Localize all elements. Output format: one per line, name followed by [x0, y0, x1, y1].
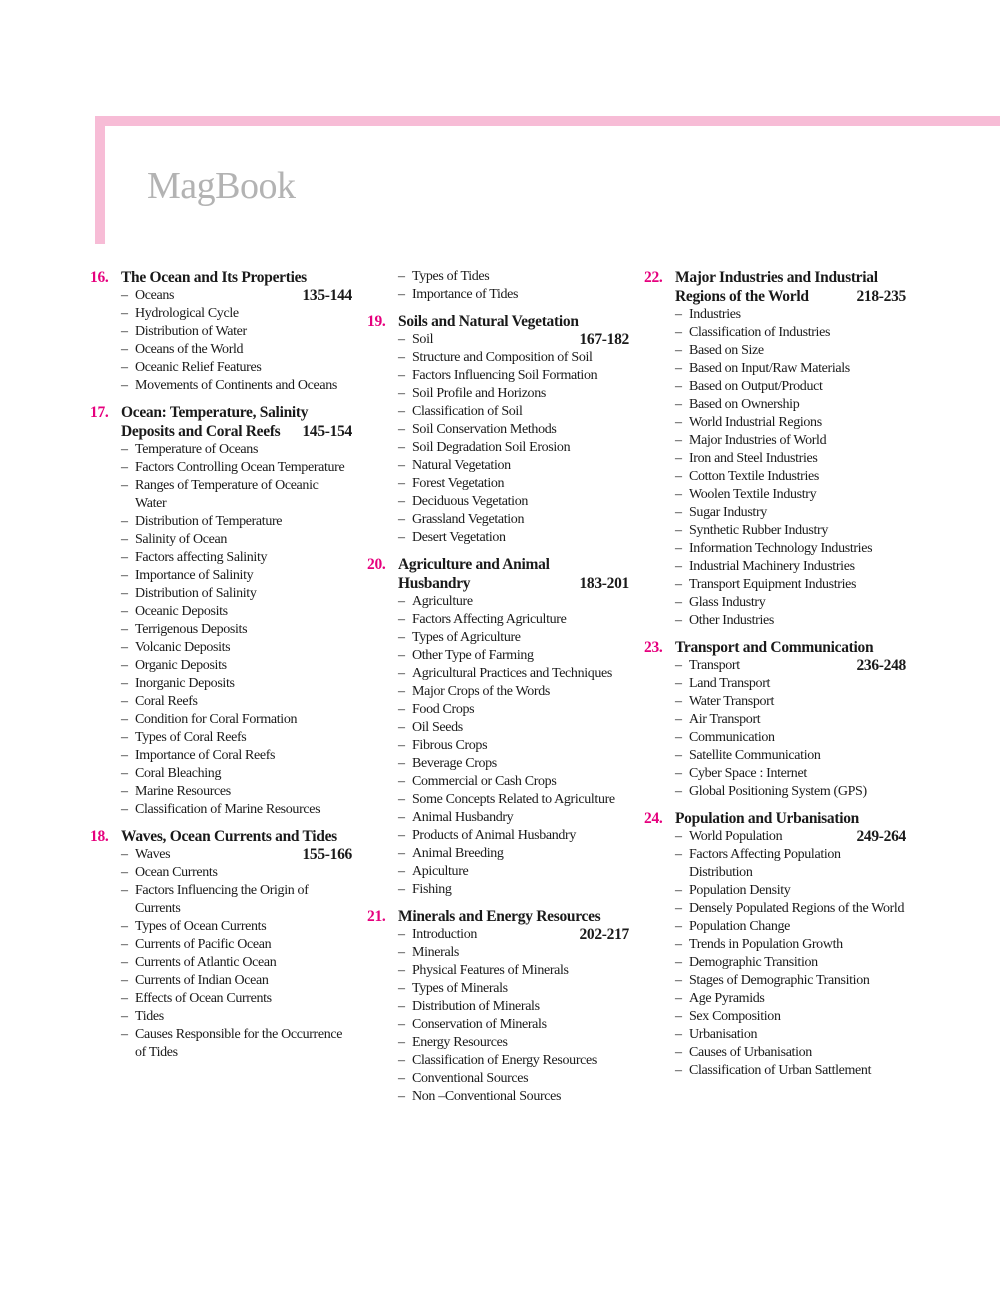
toc-item[interactable]: – Industries [675, 306, 906, 324]
toc-item[interactable]: – Physical Features of Minerals [398, 962, 629, 980]
toc-item[interactable]: – Satellite Communication [675, 747, 906, 765]
toc-item[interactable]: – Fibrous Crops [398, 737, 629, 755]
toc-column-2 [367, 268, 629, 1114]
chapter-title-line: Transport and Communication [675, 639, 874, 656]
toc-item[interactable]: – Types of Ocean Currents [121, 918, 352, 936]
toc-item[interactable]: – Sex Composition [675, 1008, 906, 1026]
toc-item[interactable]: – Factors Affecting Population Distribution [675, 846, 906, 882]
brand-title: MagBook [147, 165, 296, 207]
toc-item[interactable]: – Oceanic Deposits [121, 603, 352, 621]
chapter-heading[interactable] [90, 268, 352, 287]
chapter-heading[interactable] [90, 827, 352, 846]
toc-item[interactable]: – Minerals [398, 944, 629, 962]
toc-item[interactable]: – Inorganic Deposits [121, 675, 352, 693]
decorative-frame-top [95, 116, 1000, 126]
toc-item[interactable]: – Based on Ownership [675, 396, 906, 414]
toc-item[interactable]: – Distribution of Salinity [121, 585, 352, 603]
chapter-heading[interactable] [644, 809, 906, 828]
chapter-title-line: Husbandry [398, 575, 471, 592]
chapter-19 [367, 312, 629, 547]
chapter-heading[interactable] [367, 907, 629, 926]
decorative-frame-left [95, 116, 105, 244]
chapter-number: 21. [367, 908, 386, 925]
toc-item[interactable]: – Energy Resources [398, 1034, 629, 1052]
toc-item[interactable]: – Hydrological Cycle [121, 305, 352, 323]
toc-item[interactable] [675, 657, 906, 675]
toc-item[interactable]: – Cotton Textile Industries [675, 468, 906, 486]
chapter-title-line: Major Industries and Industrial [675, 269, 878, 286]
toc-item[interactable]: – Types of Agriculture [398, 629, 629, 647]
toc-item[interactable]: – Glass Industry [675, 594, 906, 612]
chapter-number: 20. [367, 556, 386, 573]
toc-item[interactable]: – Conventional Sources [398, 1070, 629, 1088]
toc-item[interactable]: – Factors Affecting Agriculture [398, 611, 629, 629]
toc-item[interactable]: – Factors affecting Salinity [121, 549, 352, 567]
toc-item[interactable]: – Ranges of Temperature of Oceanic Water [121, 477, 352, 513]
toc-item[interactable]: – Movements of Continents and Oceans [121, 377, 352, 395]
toc-item[interactable]: – Based on Output/Product [675, 378, 906, 396]
chapter-title-line: Population and Urbanisation [675, 810, 859, 827]
toc-item[interactable]: – Currents of Atlantic Ocean [121, 954, 352, 972]
chapter-title [398, 312, 629, 331]
page-range: 145-154 [302, 423, 352, 440]
page-range: 155-166 [302, 846, 352, 863]
toc-item[interactable]: – Classification of Soil [398, 403, 629, 421]
chapter-20 [367, 555, 629, 899]
chapter-23 [644, 638, 906, 801]
toc-item[interactable]: – Synthetic Rubber Industry [675, 522, 906, 540]
chapter-title-line: Ocean: Temperature, Salinity [121, 404, 309, 421]
toc-item-label: – Oceans [135, 288, 175, 303]
chapter-title-line: Minerals and Energy Resources [398, 908, 601, 925]
chapter-title [675, 268, 906, 306]
toc-item[interactable]: – Oil Seeds [398, 719, 629, 737]
toc-item[interactable]: – Some Concepts Related to Agriculture [398, 791, 629, 809]
chapter-18 [90, 827, 352, 1062]
toc-item[interactable]: – Importance of Coral Reefs [121, 747, 352, 765]
toc-item[interactable]: – Ocean Currents [121, 864, 352, 882]
toc-item[interactable]: – Currents of Indian Ocean [121, 972, 352, 990]
toc-item[interactable]: – Air Transport [675, 711, 906, 729]
toc-item[interactable]: – Desert Vegetation [398, 529, 629, 547]
toc-item[interactable]: – Based on Size [675, 342, 906, 360]
toc-item-label: – Transport [689, 658, 740, 673]
toc-item[interactable]: – Population Density [675, 882, 906, 900]
toc-item[interactable]: – Volcanic Deposits [121, 639, 352, 657]
toc-item[interactable]: – Condition for Coral Formation [121, 711, 352, 729]
toc-column-3 [644, 268, 906, 1088]
toc-item[interactable]: – Types of Minerals [398, 980, 629, 998]
chapter-title-line: Soils and Natural Vegetation [398, 313, 579, 330]
toc-item[interactable]: – Soil Conservation Methods [398, 421, 629, 439]
page-range: 218-235 [856, 288, 906, 305]
toc-item[interactable] [121, 846, 352, 864]
toc-item[interactable]: – Causes Responsible for the Occurrence of Tides [121, 1026, 352, 1062]
toc-item[interactable]: – Agricultural Practices and Techniques [398, 665, 629, 683]
toc-item[interactable]: – Industrial Machinery Industries [675, 558, 906, 576]
toc-item[interactable]: – Major Industries of World [675, 432, 906, 450]
toc-item[interactable]: – Non –Conventional Sources [398, 1088, 629, 1106]
chapter-number: 23. [644, 639, 663, 656]
chapter-17 [90, 403, 352, 819]
toc-item[interactable]: – Urbanisation [675, 1026, 906, 1044]
toc-item[interactable]: – Based on Input/Raw Materials [675, 360, 906, 378]
chapter-heading[interactable] [644, 268, 906, 306]
toc-item[interactable]: – Classification of Urban Sattlement [675, 1062, 906, 1080]
chapter-heading[interactable] [367, 555, 629, 593]
toc-item[interactable]: – Coral Reefs [121, 693, 352, 711]
toc-item[interactable]: – Commercial or Cash Crops [398, 773, 629, 791]
toc-item[interactable]: – Apiculture [398, 863, 629, 881]
toc-item[interactable]: – Stages of Demographic Transition [675, 972, 906, 990]
toc-item[interactable]: – Classification of Energy Resources [398, 1052, 629, 1070]
toc-item[interactable]: – Types of Tides [398, 268, 629, 286]
toc-item[interactable]: – Tides [121, 1008, 352, 1026]
page-range: 183-201 [579, 575, 629, 592]
toc-item[interactable] [121, 287, 352, 305]
toc-item[interactable]: – Distribution of Minerals [398, 998, 629, 1016]
toc-item[interactable]: – Distribution of Temperature [121, 513, 352, 531]
page-range: 202-217 [579, 926, 629, 943]
chapter-title-line: Regions of the World [675, 288, 809, 305]
toc-item[interactable]: – Forest Vegetation [398, 475, 629, 493]
chapter-number: 16. [90, 269, 109, 286]
toc-item[interactable]: – Salinity of Ocean [121, 531, 352, 549]
toc-item[interactable]: – Food Crops [398, 701, 629, 719]
chapter-title [675, 638, 906, 657]
toc-item[interactable]: – Information Technology Industries [675, 540, 906, 558]
chapter-heading[interactable] [644, 638, 906, 657]
toc-item[interactable]: – Sugar Industry [675, 504, 906, 522]
toc-item[interactable]: – Cyber Space : Internet [675, 765, 906, 783]
chapter-number: 18. [90, 828, 109, 845]
toc-item[interactable] [675, 828, 906, 846]
toc-item[interactable]: – Animal Breeding [398, 845, 629, 863]
toc-item[interactable]: – Age Pyramids [675, 990, 906, 1008]
chapter-24 [644, 809, 906, 1080]
toc-item[interactable]: – Beverage Crops [398, 755, 629, 773]
chapter-number: 22. [644, 269, 663, 286]
chapter-title-line: Waves, Ocean Currents and Tides [121, 828, 337, 845]
toc-item[interactable]: – Conservation of Minerals [398, 1016, 629, 1034]
toc-item[interactable]: – Deciduous Vegetation [398, 493, 629, 511]
toc-item[interactable]: – Coral Bleaching [121, 765, 352, 783]
toc-item[interactable] [398, 926, 629, 944]
toc-item-label: – World Population [689, 829, 783, 844]
toc-item[interactable]: – Classification of Marine Resources [121, 801, 352, 819]
toc-item[interactable]: – Structure and Composition of Soil [398, 349, 629, 367]
toc-item[interactable]: – Factors Influencing the Origin of Currents [121, 882, 352, 918]
toc-item[interactable]: – Land Transport [675, 675, 906, 693]
toc-item[interactable]: – Water Transport [675, 693, 906, 711]
chapter-21 [367, 907, 629, 1106]
toc-item[interactable]: – Importance of Salinity [121, 567, 352, 585]
toc-item[interactable]: – Densely Populated Regions of the World [675, 900, 906, 918]
toc-item[interactable]: – Fishing [398, 881, 629, 899]
toc-item[interactable]: – Grassland Vegetation [398, 511, 629, 529]
toc-item[interactable] [398, 331, 629, 349]
page-range: 167-182 [579, 331, 629, 348]
toc-item[interactable]: – Global Positioning System (GPS) [675, 783, 906, 801]
toc-item[interactable]: – Oceans of the World [121, 341, 352, 359]
toc-item[interactable]: – Woolen Textile Industry [675, 486, 906, 504]
page-range: 236-248 [856, 657, 906, 674]
toc-item[interactable]: – World Industrial Regions [675, 414, 906, 432]
chapter-heading[interactable] [367, 312, 629, 331]
toc-item[interactable]: – Communication [675, 729, 906, 747]
chapter-22 [644, 268, 906, 630]
chapter-title [121, 268, 352, 287]
toc-item-label: – Introduction [412, 927, 478, 942]
chapter-number: 19. [367, 313, 386, 330]
toc-item[interactable]: – Agriculture [398, 593, 629, 611]
toc-item[interactable]: – Other Industries [675, 612, 906, 630]
chapter-title-line: Agriculture and Animal [398, 556, 550, 573]
toc-item[interactable]: – Transport Equipment Industries [675, 576, 906, 594]
toc-item[interactable]: – Products of Animal Husbandry [398, 827, 629, 845]
toc-item[interactable]: – Major Crops of the Words [398, 683, 629, 701]
toc-item[interactable]: – Animal Husbandry [398, 809, 629, 827]
toc-item[interactable]: – Currents of Pacific Ocean [121, 936, 352, 954]
toc-item[interactable]: – Factors Influencing Soil Formation [398, 367, 629, 385]
chapter-title-line: Deposits and Coral Reefs [121, 423, 281, 440]
toc-item-label: – Soil [412, 332, 434, 347]
toc-item[interactable]: – Types of Coral Reefs [121, 729, 352, 747]
toc-item[interactable]: – Terrigenous Deposits [121, 621, 352, 639]
toc-item[interactable]: – Natural Vegetation [398, 457, 629, 475]
toc-item[interactable]: – Effects of Ocean Currents [121, 990, 352, 1008]
toc-item[interactable]: – Population Change [675, 918, 906, 936]
toc-item[interactable]: – Soil Degradation Soil Erosion [398, 439, 629, 457]
toc-item[interactable]: – Iron and Steel Industries [675, 450, 906, 468]
toc-item[interactable]: – Importance of Tides [398, 286, 629, 304]
chapter-heading[interactable] [90, 403, 352, 441]
chapter-continuation [367, 268, 629, 304]
chapter-number: 24. [644, 810, 663, 827]
chapter-title [121, 827, 352, 846]
chapter-title [398, 907, 629, 926]
toc-item[interactable]: – Trends in Population Growth [675, 936, 906, 954]
toc-item[interactable]: – Distribution of Water [121, 323, 352, 341]
chapter-title [121, 403, 352, 441]
toc-item-label: – Waves [135, 847, 171, 862]
toc-item[interactable]: – Factors Controlling Ocean Temperature [121, 459, 352, 477]
toc-item[interactable]: – Oceanic Relief Features [121, 359, 352, 377]
chapter-number: 17. [90, 404, 109, 421]
toc-item[interactable]: – Marine Resources [121, 783, 352, 801]
chapter-16 [90, 268, 352, 395]
toc-item[interactable]: – Classification of Industries [675, 324, 906, 342]
chapter-title [398, 555, 629, 593]
toc-item[interactable]: – Demographic Transition [675, 954, 906, 972]
chapter-title-line: The Ocean and Its Properties [121, 269, 307, 286]
toc-column-1 [90, 268, 352, 1070]
toc-item[interactable]: – Temperature of Oceans [121, 441, 352, 459]
toc-item[interactable]: – Causes of Urbanisation [675, 1044, 906, 1062]
chapter-title [675, 809, 906, 828]
page-range: 249-264 [856, 828, 906, 845]
toc-item[interactable]: – Soil Profile and Horizons [398, 385, 629, 403]
toc-item[interactable]: – Organic Deposits [121, 657, 352, 675]
page-range: 135-144 [302, 287, 352, 304]
toc-item[interactable]: – Other Type of Farming [398, 647, 629, 665]
